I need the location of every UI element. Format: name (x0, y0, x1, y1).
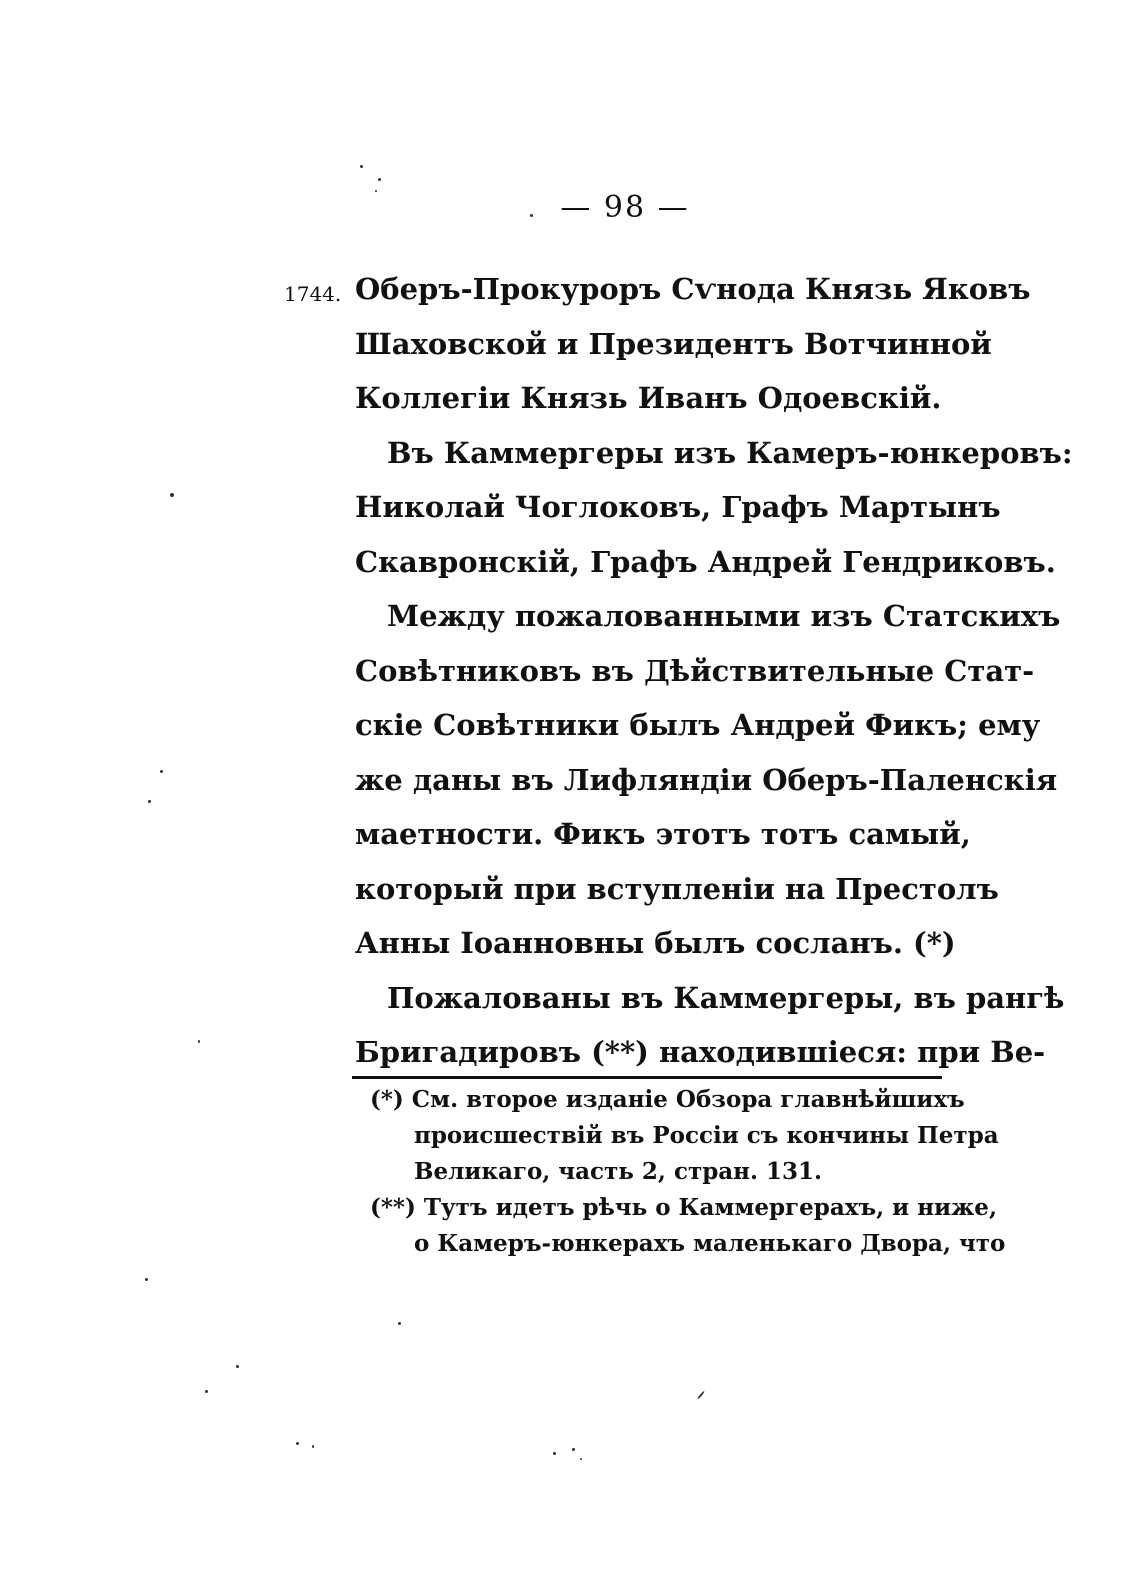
scan-speck (148, 800, 151, 803)
text-line: Совѣтниковъ въ Дѣйствительные Стат- (355, 653, 1035, 688)
scan-speck (170, 493, 174, 497)
text-line: который при вступленіи на Престолъ (355, 871, 999, 906)
margin-year-note: 1744. (284, 282, 342, 306)
scan-speck (580, 1458, 582, 1460)
scan-speck (697, 1391, 705, 1400)
text-line: Анны Іоанновны былъ сосланъ. (*) (355, 926, 956, 960)
footnote-line: происшествій въ Россіи съ кончины Петра (414, 1122, 999, 1149)
scan-speck (205, 1390, 208, 1393)
scan-speck (572, 1448, 575, 1451)
footnote-line: о Камеръ-юнкерахъ маленькаго Двора, что (414, 1230, 1006, 1257)
main-text (355, 262, 1073, 1080)
text-line: Оберъ-Прокуроръ Сѵнода Князь Яковъ (355, 272, 1031, 306)
text-line: Скавронскій, Графъ Андрей Гендриковъ. (355, 544, 1056, 579)
footnote-line: (**) Тутъ идетъ рѣчь о Каммергерахъ, и ниже, (370, 1194, 997, 1221)
scan-speck (360, 165, 363, 168)
text-line: скіе Совѣтники былъ Андрей Фикъ; ему (355, 708, 1041, 742)
footnote-divider (352, 1076, 942, 1079)
text-line: Бригадировъ (**) находившіеся: при Ве- (355, 1035, 1046, 1069)
text-line: Николай Чоглоковъ, Графъ Мартынъ (355, 490, 1001, 524)
scan-speck (375, 190, 377, 192)
scan-speck (398, 1322, 401, 1325)
scan-speck (530, 214, 533, 217)
footnote-line: Великаго, часть 2, стран. 131. (414, 1158, 823, 1185)
scan-speck (553, 1452, 556, 1455)
footnotes (370, 1082, 1006, 1262)
text-line: Въ Каммергеры изъ Камеръ-юнкеровъ: (387, 435, 1073, 470)
scan-speck (145, 1278, 148, 1281)
scan-speck (198, 1040, 200, 1043)
text-line: же даны въ Лифляндіи Оберъ-Паленскія (355, 762, 1058, 797)
text-line: Между пожалованными изъ Статскихъ (387, 599, 1061, 633)
scan-speck (296, 1442, 299, 1445)
footnote-line: (*) См. второе изданіе Обзора главнѣйшихъ (370, 1086, 965, 1113)
text-line: Пожалованы въ Каммергеры, въ рангѣ (387, 980, 1065, 1015)
scan-speck (378, 178, 381, 181)
scan-speck (312, 1445, 314, 1448)
text-line: маетности. Фикъ этотъ тотъ самый, (355, 817, 971, 851)
scan-speck (160, 770, 163, 773)
scan-speck (236, 1365, 239, 1368)
text-line: Шаховской и Президентъ Вотчинной (355, 326, 992, 361)
page-number: — 98 — (560, 190, 690, 225)
text-line: Коллегіи Князь Иванъ Одоевскій. (355, 381, 942, 415)
